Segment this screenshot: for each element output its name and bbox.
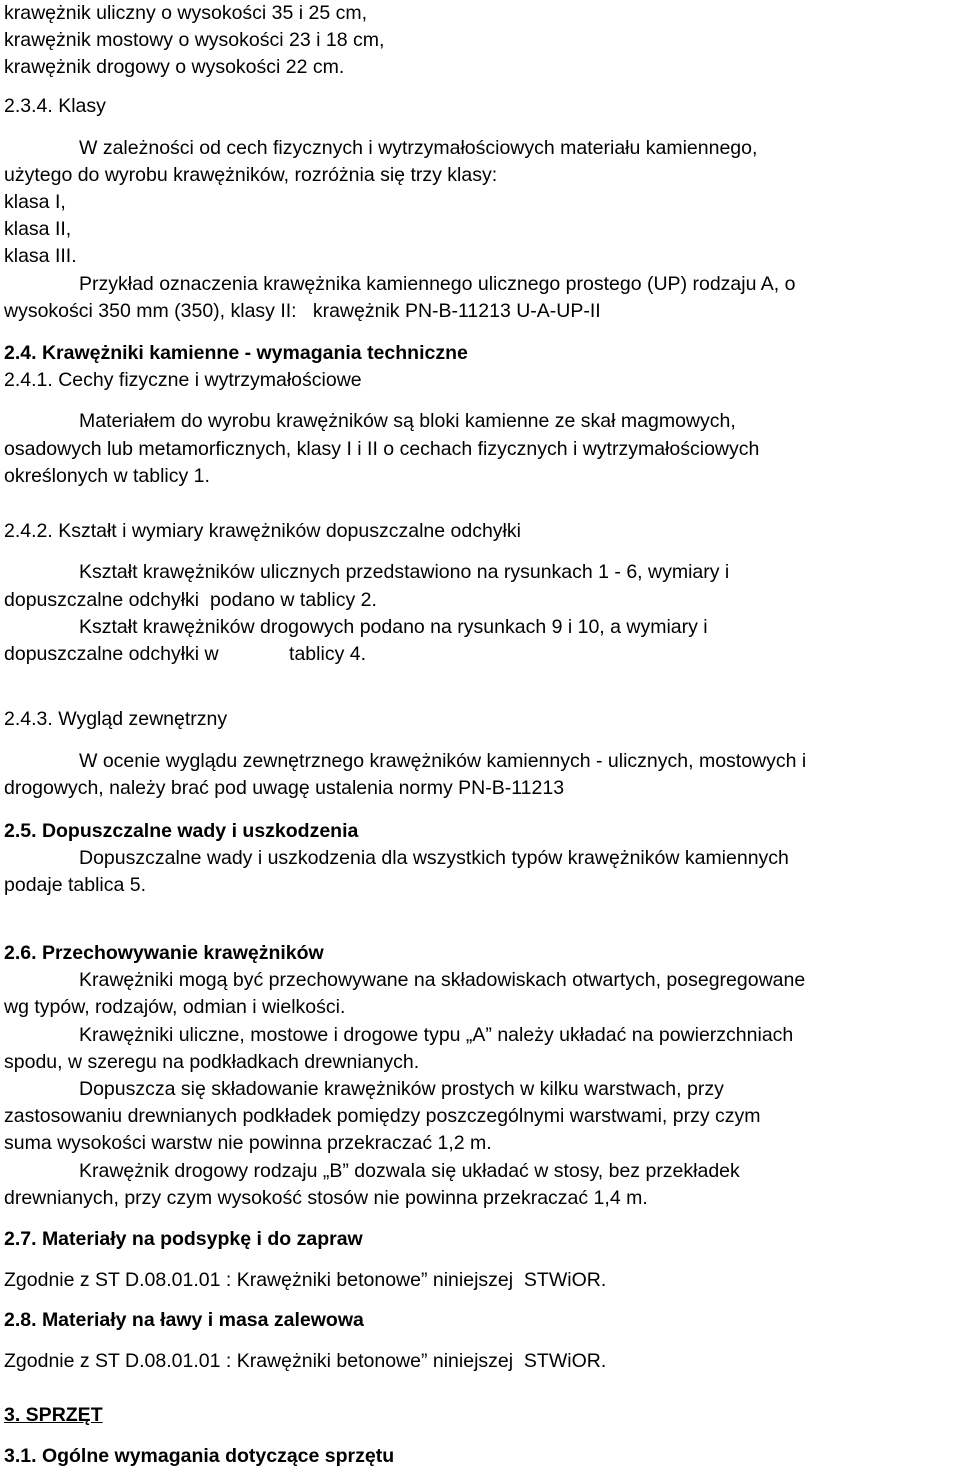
section-heading: 2.5. Dopuszczalne wady i uszkodzenia xyxy=(4,820,359,842)
paragraph-line: wysokości 350 mm (350), klasy II: krawężnik PN-B-11213 U-A-UP-II xyxy=(4,300,601,322)
section-heading: 2.4. Krawężniki kamienne - wymagania techniczne xyxy=(4,342,468,364)
paragraph-line: Krawężnik drogowy rodzaju „B” dozwala się układać w stosy, bez przekładek xyxy=(79,1160,740,1182)
paragraph-line: W ocenie wyglądu zewnętrznego krawężników kamiennych - ulicznych, mostowych i xyxy=(79,750,807,772)
paragraph-line: W zależności od cech fizycznych i wytrzymałościowych materiału kamiennego, xyxy=(79,137,758,159)
paragraph-line: Krawężniki uliczne, mostowe i drogowe typu „A” należy układać na powierzchniach xyxy=(79,1024,794,1046)
paragraph-line: określonych w tablicy 1. xyxy=(4,465,210,487)
paragraph-line: dopuszczalne odchyłki w tablicy 4. xyxy=(4,643,366,665)
paragraph-line: podaje tablica 5. xyxy=(4,874,147,896)
paragraph-line: Zgodnie z ST D.08.01.01 : Krawężniki betonowe” niniejszej STWiOR. xyxy=(4,1350,607,1372)
paragraph-line: zastosowaniu drewnianych podkładek pomiędzy poszczególnymi warstwami, przy czym xyxy=(4,1105,761,1127)
section-heading: 3.1. Ogólne wymagania dotyczące sprzętu xyxy=(4,1445,395,1467)
text-line: krawężnik uliczny o wysokości 35 i 25 cm, xyxy=(4,2,368,24)
paragraph-line: Kształt krawężników drogowych podano na rysunkach 9 i 10, a wymiary i xyxy=(79,616,708,638)
paragraph-line: suma wysokości warstw nie powinna przekraczać 1,2 m. xyxy=(4,1132,492,1154)
list-item: klasa III. xyxy=(4,245,77,267)
paragraph-line: użytego do wyrobu krawężników, rozróżnia się trzy klasy: xyxy=(4,164,498,186)
chapter-heading: 3. SPRZĘT xyxy=(4,1404,103,1426)
subsection-heading: 2.4.1. Cechy fizyczne i wytrzymałościowe xyxy=(4,369,362,391)
paragraph-line: Kształt krawężników ulicznych przedstawiono na rysunkach 1 - 6, wymiary i xyxy=(79,561,730,583)
paragraph-line: Dopuszcza się składowanie krawężników prostych w kilku warstwach, przy xyxy=(79,1078,724,1100)
section-heading: 2.6. Przechowywanie krawężników xyxy=(4,942,324,964)
subsection-heading: 2.4.3. Wygląd zewnętrzny xyxy=(4,708,228,730)
list-item: klasa II, xyxy=(4,218,72,240)
paragraph-line: dopuszczalne odchyłki podano w tablicy 2. xyxy=(4,589,377,611)
paragraph-line: wg typów, rodzajów, odmian i wielkości. xyxy=(4,996,346,1018)
section-heading: 2.3.4. Klasy xyxy=(4,95,106,117)
section-heading: 2.8. Materiały na ławy i masa zalewowa xyxy=(4,1309,364,1331)
paragraph-line: drogowych, należy brać pod uwagę ustalenia normy PN-B-11213 xyxy=(4,777,565,799)
paragraph-line: Materiałem do wyrobu krawężników są bloki kamienne ze skał magmowych, xyxy=(79,410,736,432)
paragraph-line: Zgodnie z ST D.08.01.01 : Krawężniki betonowe” niniejszej STWiOR. xyxy=(4,1269,607,1291)
text-line: krawężnik mostowy o wysokości 23 i 18 cm, xyxy=(4,29,385,51)
list-item: klasa I, xyxy=(4,191,66,213)
paragraph-line: Dopuszczalne wady i uszkodzenia dla wszystkich typów krawężników kamiennych xyxy=(79,847,789,869)
subsection-heading: 2.4.2. Kształt i wymiary krawężników dopuszczalne odchyłki xyxy=(4,520,521,542)
text-line: krawężnik drogowy o wysokości 22 cm. xyxy=(4,56,345,78)
section-heading: 2.7. Materiały na podsypkę i do zapraw xyxy=(4,1228,363,1250)
paragraph-line: Krawężniki mogą być przechowywane na składowiskach otwartych, posegregowane xyxy=(79,969,806,991)
paragraph-line: spodu, w szeregu na podkładkach drewnianych. xyxy=(4,1051,420,1073)
paragraph-line: osadowych lub metamorficznych, klasy I i II o cechach fizycznych i wytrzymałościowych xyxy=(4,438,760,460)
paragraph-line: Przykład oznaczenia krawężnika kamiennego ulicznego prostego (UP) rodzaju A, o xyxy=(79,273,796,295)
paragraph-line: drewnianych, przy czym wysokość stosów nie powinna przekraczać 1,4 m. xyxy=(4,1187,648,1209)
